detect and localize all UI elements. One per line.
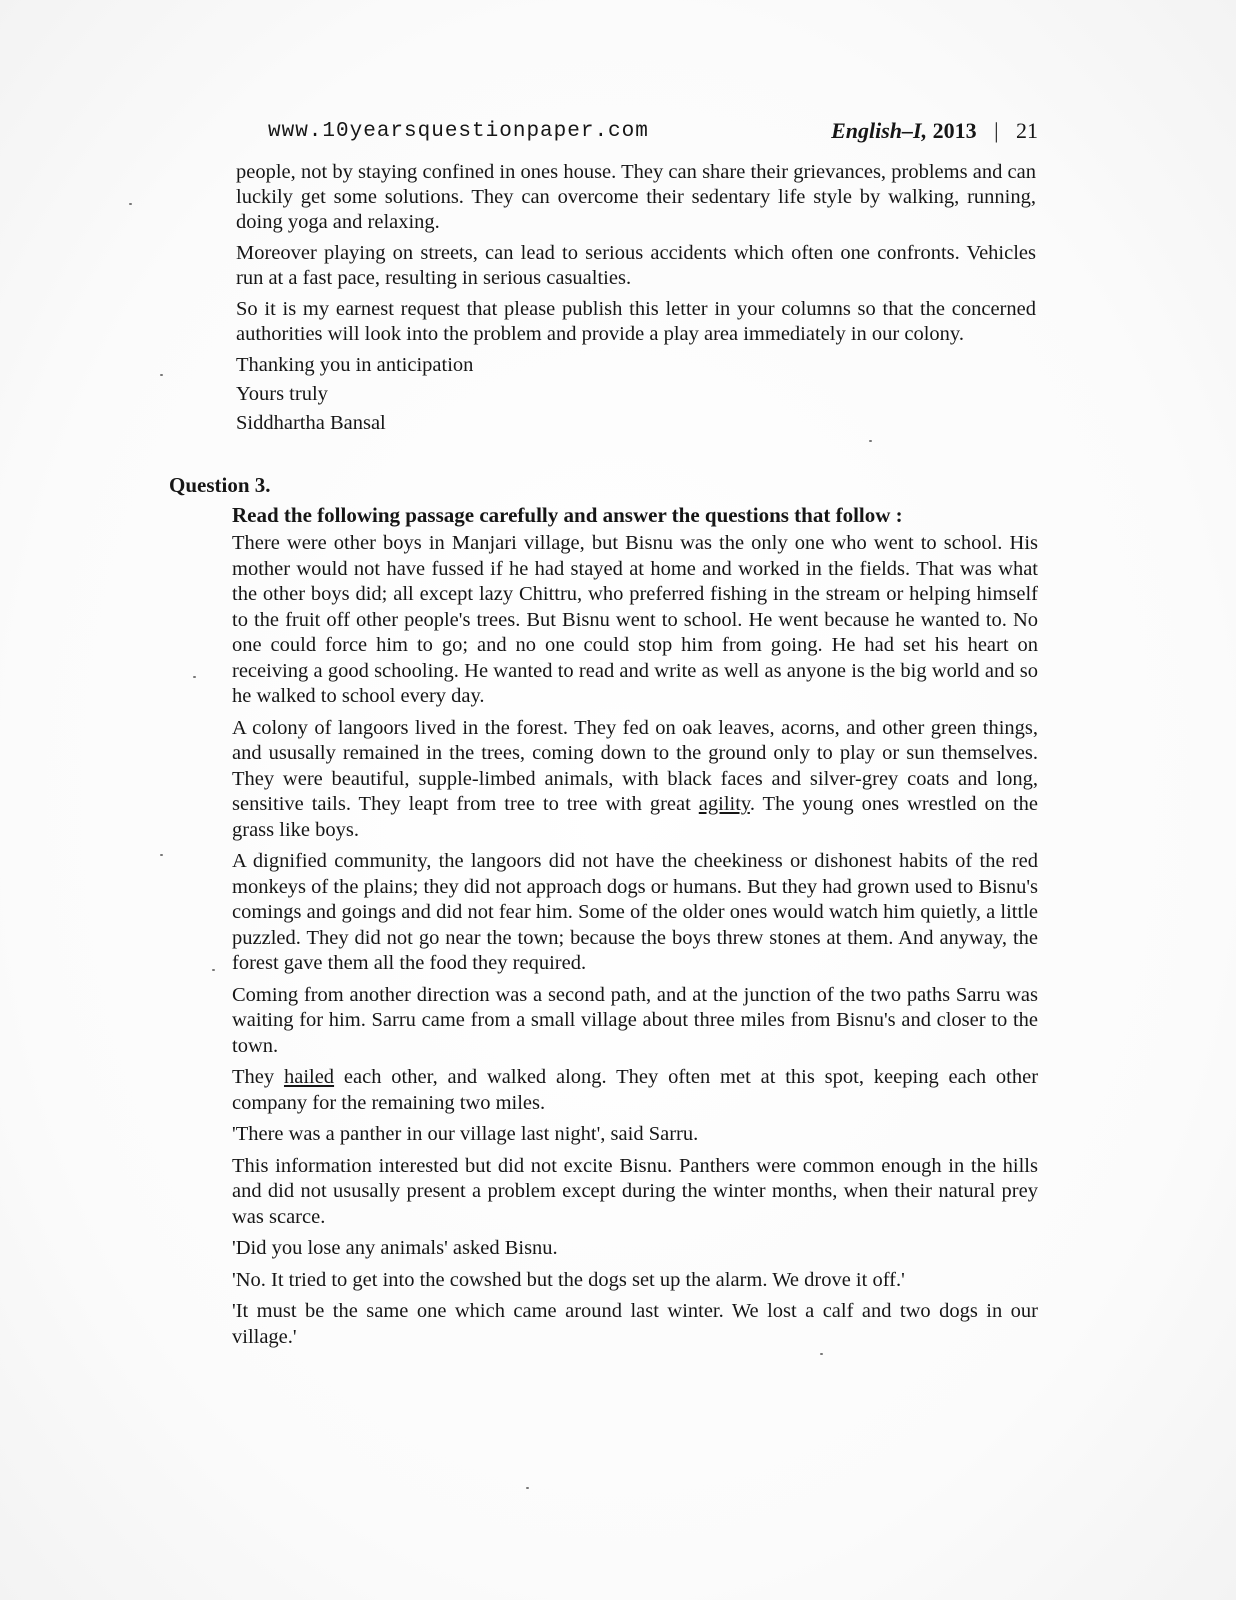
letter-paragraph: people, not by staying confined in ones house. They can share their grievances, problems and can luckily get some solutions. They can overcome their sedentary life style by walking, running, doing yoga and relaxing. [236,161,1036,233]
salutation-line: Yours truly [236,383,328,405]
question-heading: Question 3. [169,473,271,497]
passage-paragraph: This information interested but did not excite Bisnu. Panthers were common enough in the hills and did not ususally present a problem except during the winter months, when their natural prey was scarce. [232,1154,1038,1228]
dialogue-line: 'Did you lose any animals' asked Bisnu. [232,1237,558,1259]
comprehension-passage [232,503,1038,1356]
page-header [268,118,1038,150]
exam-year: 2013 [932,118,977,143]
dialogue-line: 'It must be the same one which came around last winter. We lost a calf and two dogs in our village.' [232,1300,1038,1348]
dialogue-line: 'No. It tried to get into the cowshed but the dogs set up the alarm. We drove it off.' [232,1268,905,1291]
passage-paragraph: There were other boys in Manjari village, but Bisnu was the only one who went to school. His mother would not have fussed if he had stayed at home and worked in the fields. That was what the other boys did; all except lazy Chittru, who preferred fishing in the stream or helping himself to the fruit off other people's trees. But Bisnu went to school. He went because he wanted to. No one could force him to go; and no one could stop him from going. He had set his heart on receiving a good schooling. He wanted to read and write as well as anyone is the big world and so he walked to school every day. [232,532,1038,707]
dialogue-line: 'There was a panther in our village last night', said Sarru. [232,1123,699,1145]
letter-paragraph: Moreover playing on streets, can lead to serious accidents which often one confronts. Vehicles run at a fast pace, resulting in serious casualties. [236,242,1036,289]
signature-name: Siddhartha Bansal [236,412,386,434]
scan-speck [193,676,196,678]
letter-closing [236,353,1036,436]
question-instruction: Read the following passage carefully and answer the questions that follow : [232,503,903,527]
subject-title: English–I, [831,118,928,143]
scan-speck [212,969,215,971]
scan-speck [129,203,132,205]
letter-paragraph: So it is my earnest request that please publish this letter in your columns so that the concerned authorities will look into the problem and provide a play area immediately in our colony. [236,298,1036,345]
passage-text: They [232,1066,275,1088]
scan-speck [526,1487,529,1489]
underlined-word: agility [698,793,750,815]
website-watermark: www.10yearsquestionpaper.com [268,120,649,143]
page-number: 21 [1016,118,1038,143]
passage-text: . The young ones wrestled on the grass like boys. [232,793,1038,841]
passage-paragraph: Coming from another direction was a second path, and at the junction of the two paths Sarru was waiting for him. Sarru came from a small village about three miles from Bisnu's and closer to the town. [232,983,1038,1057]
scan-speck [160,374,163,376]
letter-body [236,160,1036,440]
scan-speck [820,1353,823,1355]
running-head [831,118,1038,144]
underlined-word: hailed [283,1066,335,1088]
passage-paragraph [232,1065,1038,1116]
scan-speck [869,440,872,442]
scan-speck [160,854,163,856]
passage-text: each other, and walked along. They often met at this spot, keeping each other company for the remaining two miles. [232,1066,1039,1114]
passage-paragraph [232,716,1038,844]
closing-line: Thanking you in anticipation [236,354,474,376]
passage-text: A colony of langoors lived in the forest. They fed on oak leaves, acorns, and other green things, and ususally remained in the trees, coming down to the ground only to play or sun themselves. They were beautiful, supple-limbed animals, with black faces and silver-grey coats and long, sensitive tails. They leapt from tree to tree with great [232,716,1038,815]
passage-paragraph: A dignified community, the langoors did not have the cheekiness or dishonest habits of the red monkeys of the plains; they did not approach dogs or humans. But they had grown used to Bisnu's comings and goings and did not fear him. Some of the older ones would watch him quietly, a little puzzled. They did not go near the town; because the boys threw stones at them. And anyway, the forest gave them all the food they required. [232,850,1038,974]
header-separator: | [994,118,999,143]
